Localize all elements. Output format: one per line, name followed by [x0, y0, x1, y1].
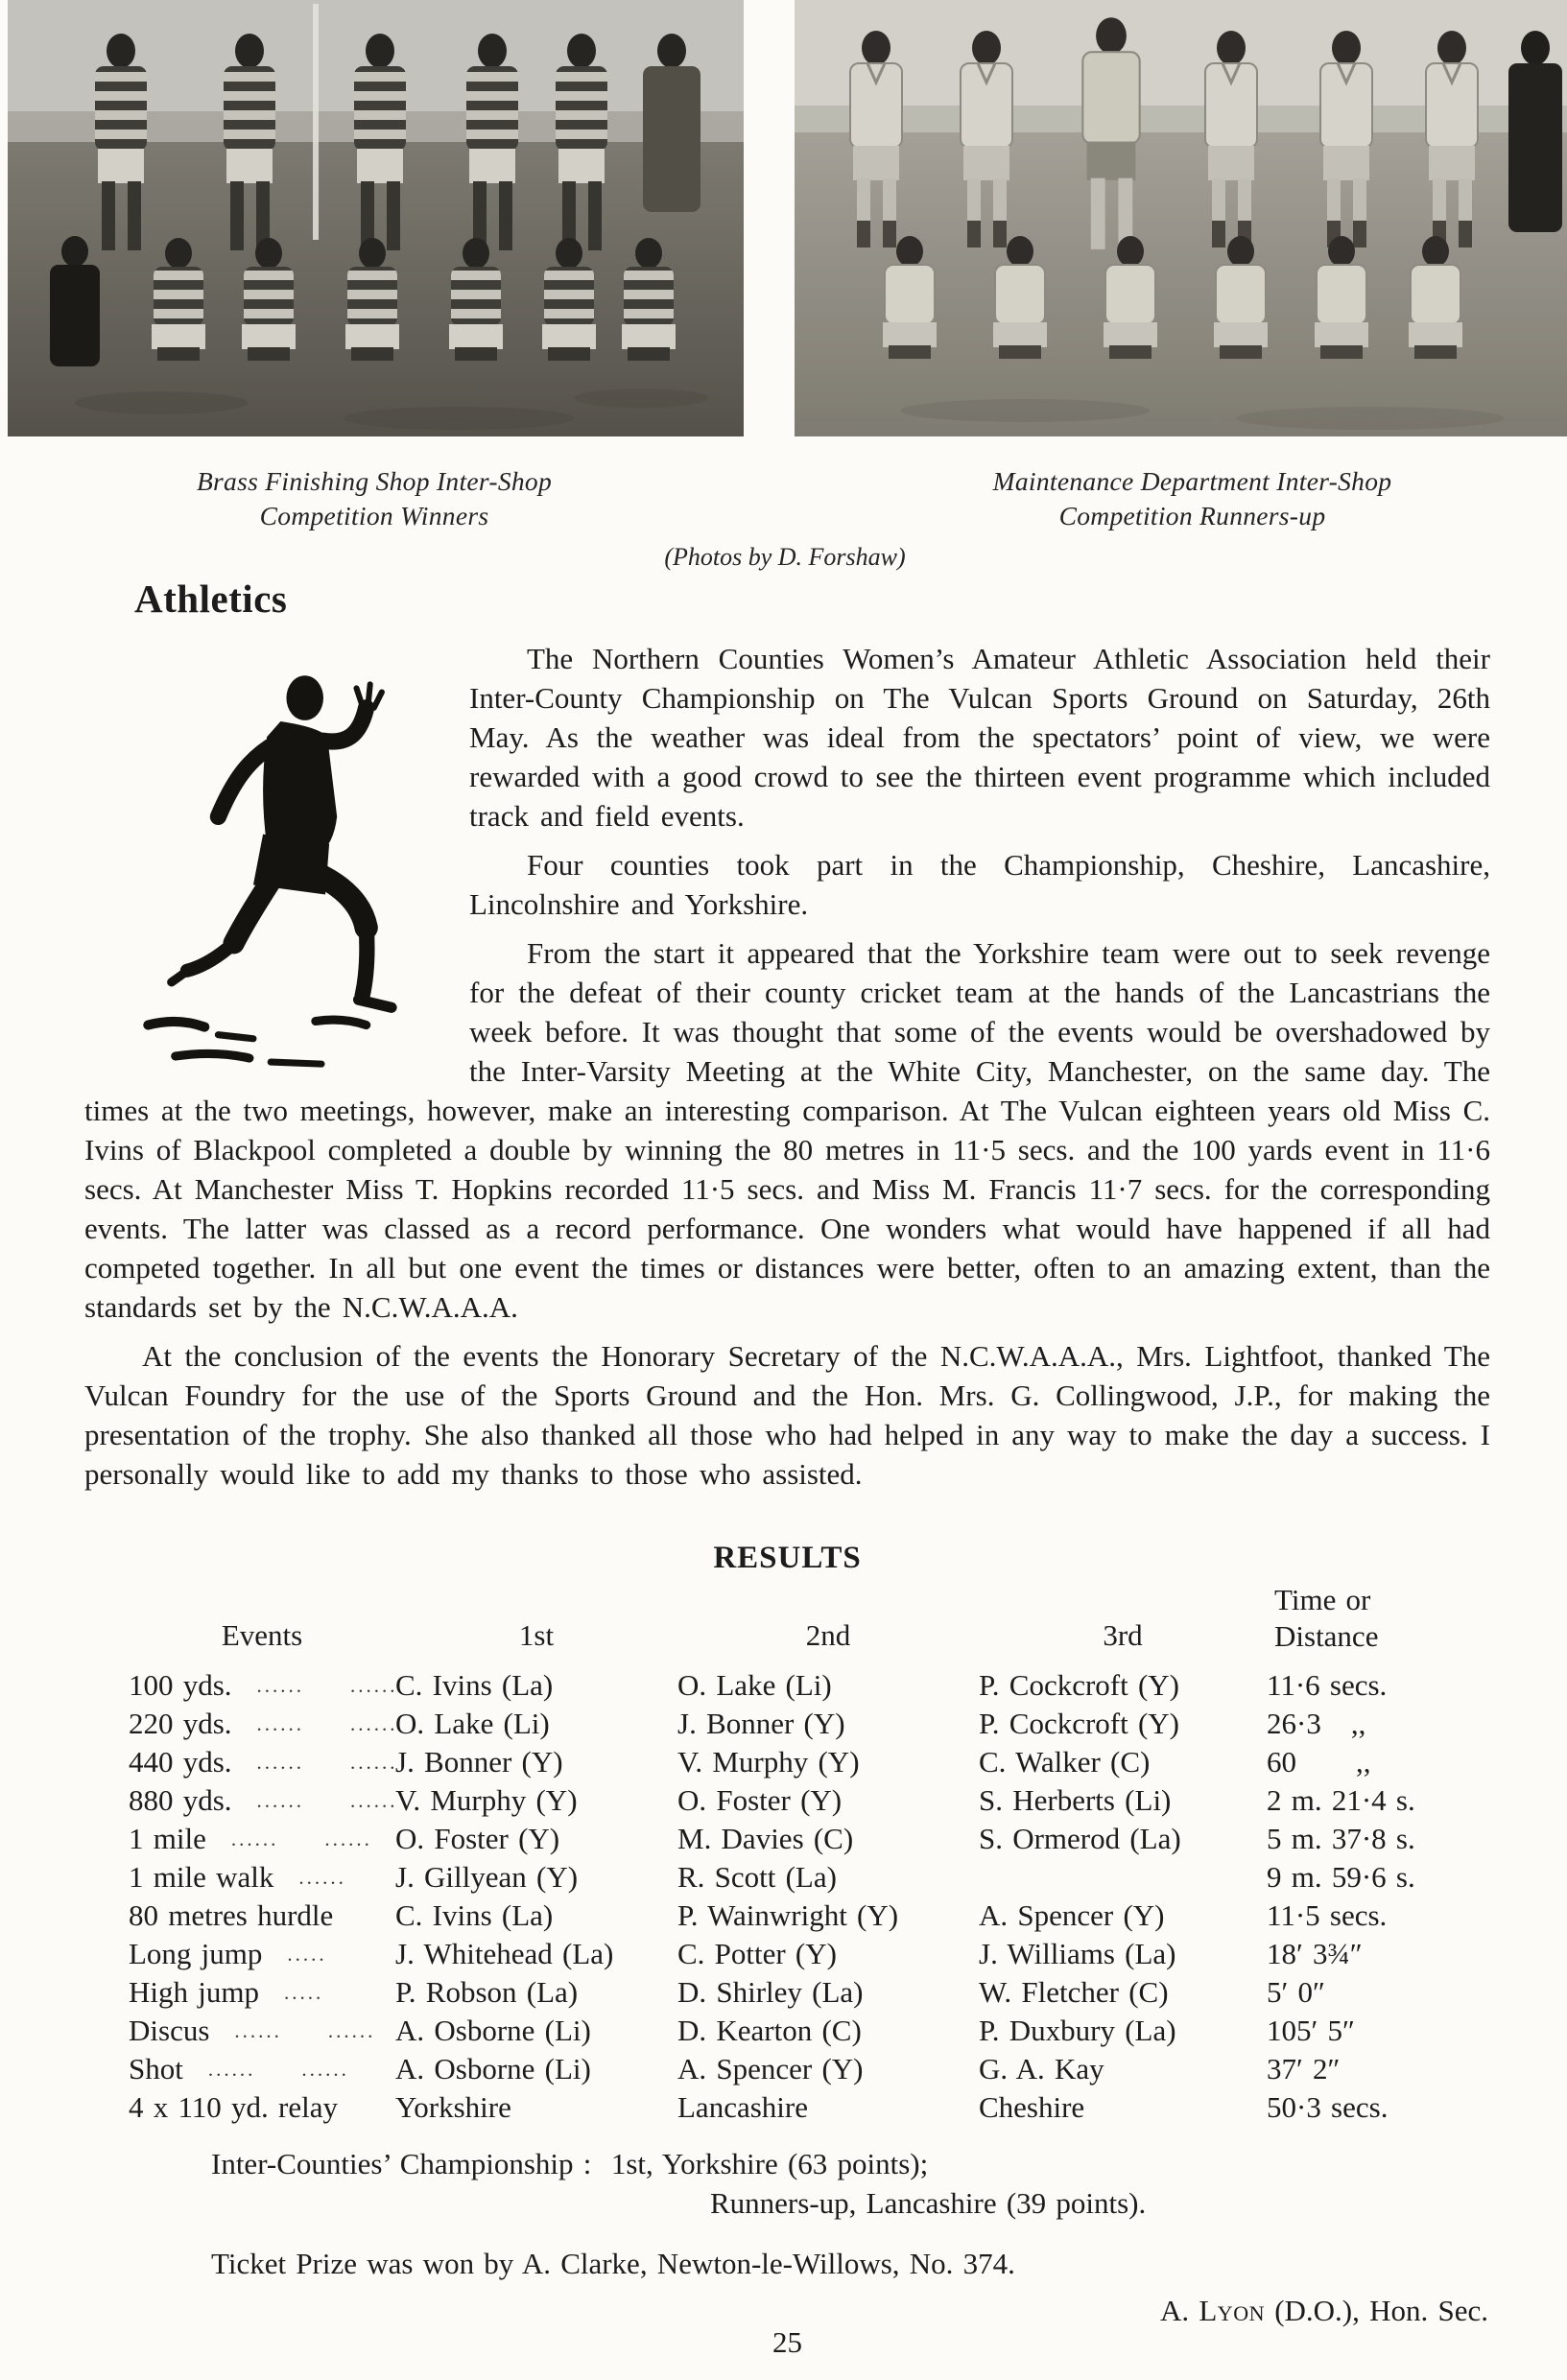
- column-header-time-or-distance: Time or Distance: [1274, 1583, 1379, 1653]
- article-body: [84, 639, 1490, 1503]
- photo-credit: (Photos by D. Forshaw): [664, 543, 906, 571]
- runner-silhouette-illustration: [125, 643, 456, 1072]
- results-heading: RESULTS: [713, 1541, 862, 1575]
- table-row: High jump ..... P. Robson (La) D. Shirley (La) W. Fletcher (C) 5′ 0″: [129, 1973, 1487, 2012]
- leader-dots: ...... ......: [256, 1711, 398, 1735]
- leader-dots: ...... ......: [234, 2018, 376, 2042]
- leader-dots: .....: [287, 1942, 327, 1966]
- table-row: Discus ...... ...... A. Osborne (Li) D. Kearton (C) P. Duxbury (La) 105′ 5″: [129, 2012, 1487, 2050]
- runner-icon: [125, 643, 456, 1072]
- leader-dots: .....: [283, 1980, 324, 2004]
- inter-counties-championship-line: Inter-Counties’ Championship : 1st, Yorkshire (63 points);: [211, 2146, 929, 2180]
- results-table: [129, 1582, 1487, 2127]
- article-paragraph-4: At the conclusion of the events the Honorary Secretary of the N.C.W.A.A.A., Mrs. Lightfoot, thanked The Vulcan Foundry for the use of the Sports Ground and the Hon. Mrs. G. Collingwood, J.P., for making the presentation of the trophy. She also thanked all those who had helped in any way to make the day a success. I personally would like to add my thanks to those who assisted.: [84, 1339, 1490, 1491]
- results-section: [84, 1539, 1490, 2330]
- column-header-3rd: 3rd: [1103, 1617, 1143, 1652]
- table-row: 1 mile walk ...... J. Gillyean (Y) R. Scott (La) 9 m. 59·6 s.: [129, 1858, 1487, 1897]
- team-photo-brass-finishing-shop: [8, 0, 744, 436]
- runners-up-line: Runners-up, Lancashire (39 points).: [710, 2185, 1147, 2220]
- signature-line: A. Lyon (D.O.), Hon. Sec.: [1160, 2293, 1488, 2327]
- leader-dots: ...... ......: [256, 1673, 398, 1697]
- caption-right-line1: Maintenance Department Inter-Shop: [992, 466, 1392, 496]
- table-row: 440 yds. ...... ...... J. Bonner (Y) V. Murphy (Y) C. Walker (C) 60 ,,: [129, 1743, 1487, 1781]
- photo-caption-left: [96, 464, 653, 533]
- team-photo-left-graphic: [8, 0, 744, 436]
- caption-right-line2: Competition Runners-up: [1058, 500, 1326, 530]
- article-paragraph-3: From the start it appeared that the Yorkshire team were out to seek revenge for the defeat of their county cricket team at the hands of the Lancastrians the week before. It was thought that some of the events would be overshadowed by the Inter-Varsity Meeting at the White City, Manchester, on the same day. The times at the two meetings, however, make an interesting comparison. At The Vulcan eighteen years old Miss C. Ivins of Blackpool completed a double by winning the 80 metres in 11·5 secs. and the 100 yards event in 11·6 secs. At Manchester Miss T. Hopkins recorded 11·5 secs. and Miss M. Francis 11·7 secs. for the corresponding events. The latter was classed as a record performance. One wonders what would have happened if all had competed together. In all but one event the times or distances were better, often to an amazing extent, than the standards set by the N.C.W.A.A.A.: [84, 936, 1490, 1324]
- table-row: 80 metres hurdle C. Ivins (La) P. Wainwright (Y) A. Spencer (Y) 11·5 secs.: [129, 1897, 1388, 1932]
- section-heading-athletics: Athletics: [134, 577, 288, 621]
- table-row: 100 yds. ...... ...... C. Ivins (La) O. Lake (Li) P. Cockcroft (Y) 11·6 secs.: [129, 1666, 1487, 1705]
- column-header-1st: 1st: [518, 1617, 555, 1652]
- caption-left-line2: Competition Winners: [259, 500, 489, 530]
- leader-dots: ...... ......: [256, 1788, 398, 1812]
- article-paragraph-1: The Northern Counties Women’s Amateur Athletic Association held their Inter-County Championship on The Vulcan Sports Ground on Saturday, 26th May. As the weather was ideal from the spectators’ point of view, we were rewarded with a good crowd to see the thirteen event programme which included track and field events.: [469, 642, 1490, 833]
- column-header-events: Events: [221, 1617, 303, 1652]
- table-row: Long jump ..... J. Whitehead (La) C. Potter (Y) J. Williams (La) 18′ 3¾″: [129, 1935, 1487, 1973]
- page-number: 25: [772, 2325, 802, 2359]
- table-row: 220 yds. ...... ...... O. Lake (Li) J. Bonner (Y) P. Cockcroft (Y) 26·3 ,,: [129, 1705, 1487, 1743]
- results-table-header: [129, 1582, 1487, 1655]
- leader-dots: ...... ......: [230, 1826, 372, 1850]
- column-header-2nd: 2nd: [805, 1617, 851, 1652]
- article-paragraph-2: Four counties took part in the Championship, Cheshire, Lancashire, Lincolnshire and Yorkshire.: [469, 848, 1490, 921]
- table-row: Shot ...... ...... A. Osborne (Li) A. Spencer (Y) G. A. Kay 37′ 2″: [129, 2050, 1487, 2088]
- team-photo-maintenance-department: [795, 0, 1567, 436]
- ticket-prize-line: Ticket Prize was won by A. Clarke, Newton-le-Willows, No. 374.: [211, 2246, 1015, 2280]
- team-photo-right-graphic: [795, 0, 1567, 436]
- table-row: 4 x 110 yd. relay Yorkshire Lancashire Cheshire 50·3 secs.: [129, 2089, 1389, 2124]
- photo-caption-right: [888, 464, 1497, 533]
- table-row: 1 mile ...... ...... O. Foster (Y) M. Davies (C) S. Ormerod (La) 5 m. 37·8 s.: [129, 1820, 1487, 1858]
- leader-dots: ...... ......: [207, 2057, 349, 2081]
- leader-dots: ...... ......: [256, 1750, 398, 1774]
- leader-dots: ......: [298, 1865, 346, 1889]
- table-row: 880 yds. ...... ...... V. Murphy (Y) O. Foster (Y) S. Herberts (Li) 2 m. 21·4 s.: [129, 1781, 1487, 1820]
- signature-name: Lyon: [1199, 2293, 1265, 2327]
- caption-left-line1: Brass Finishing Shop Inter-Shop: [196, 466, 553, 496]
